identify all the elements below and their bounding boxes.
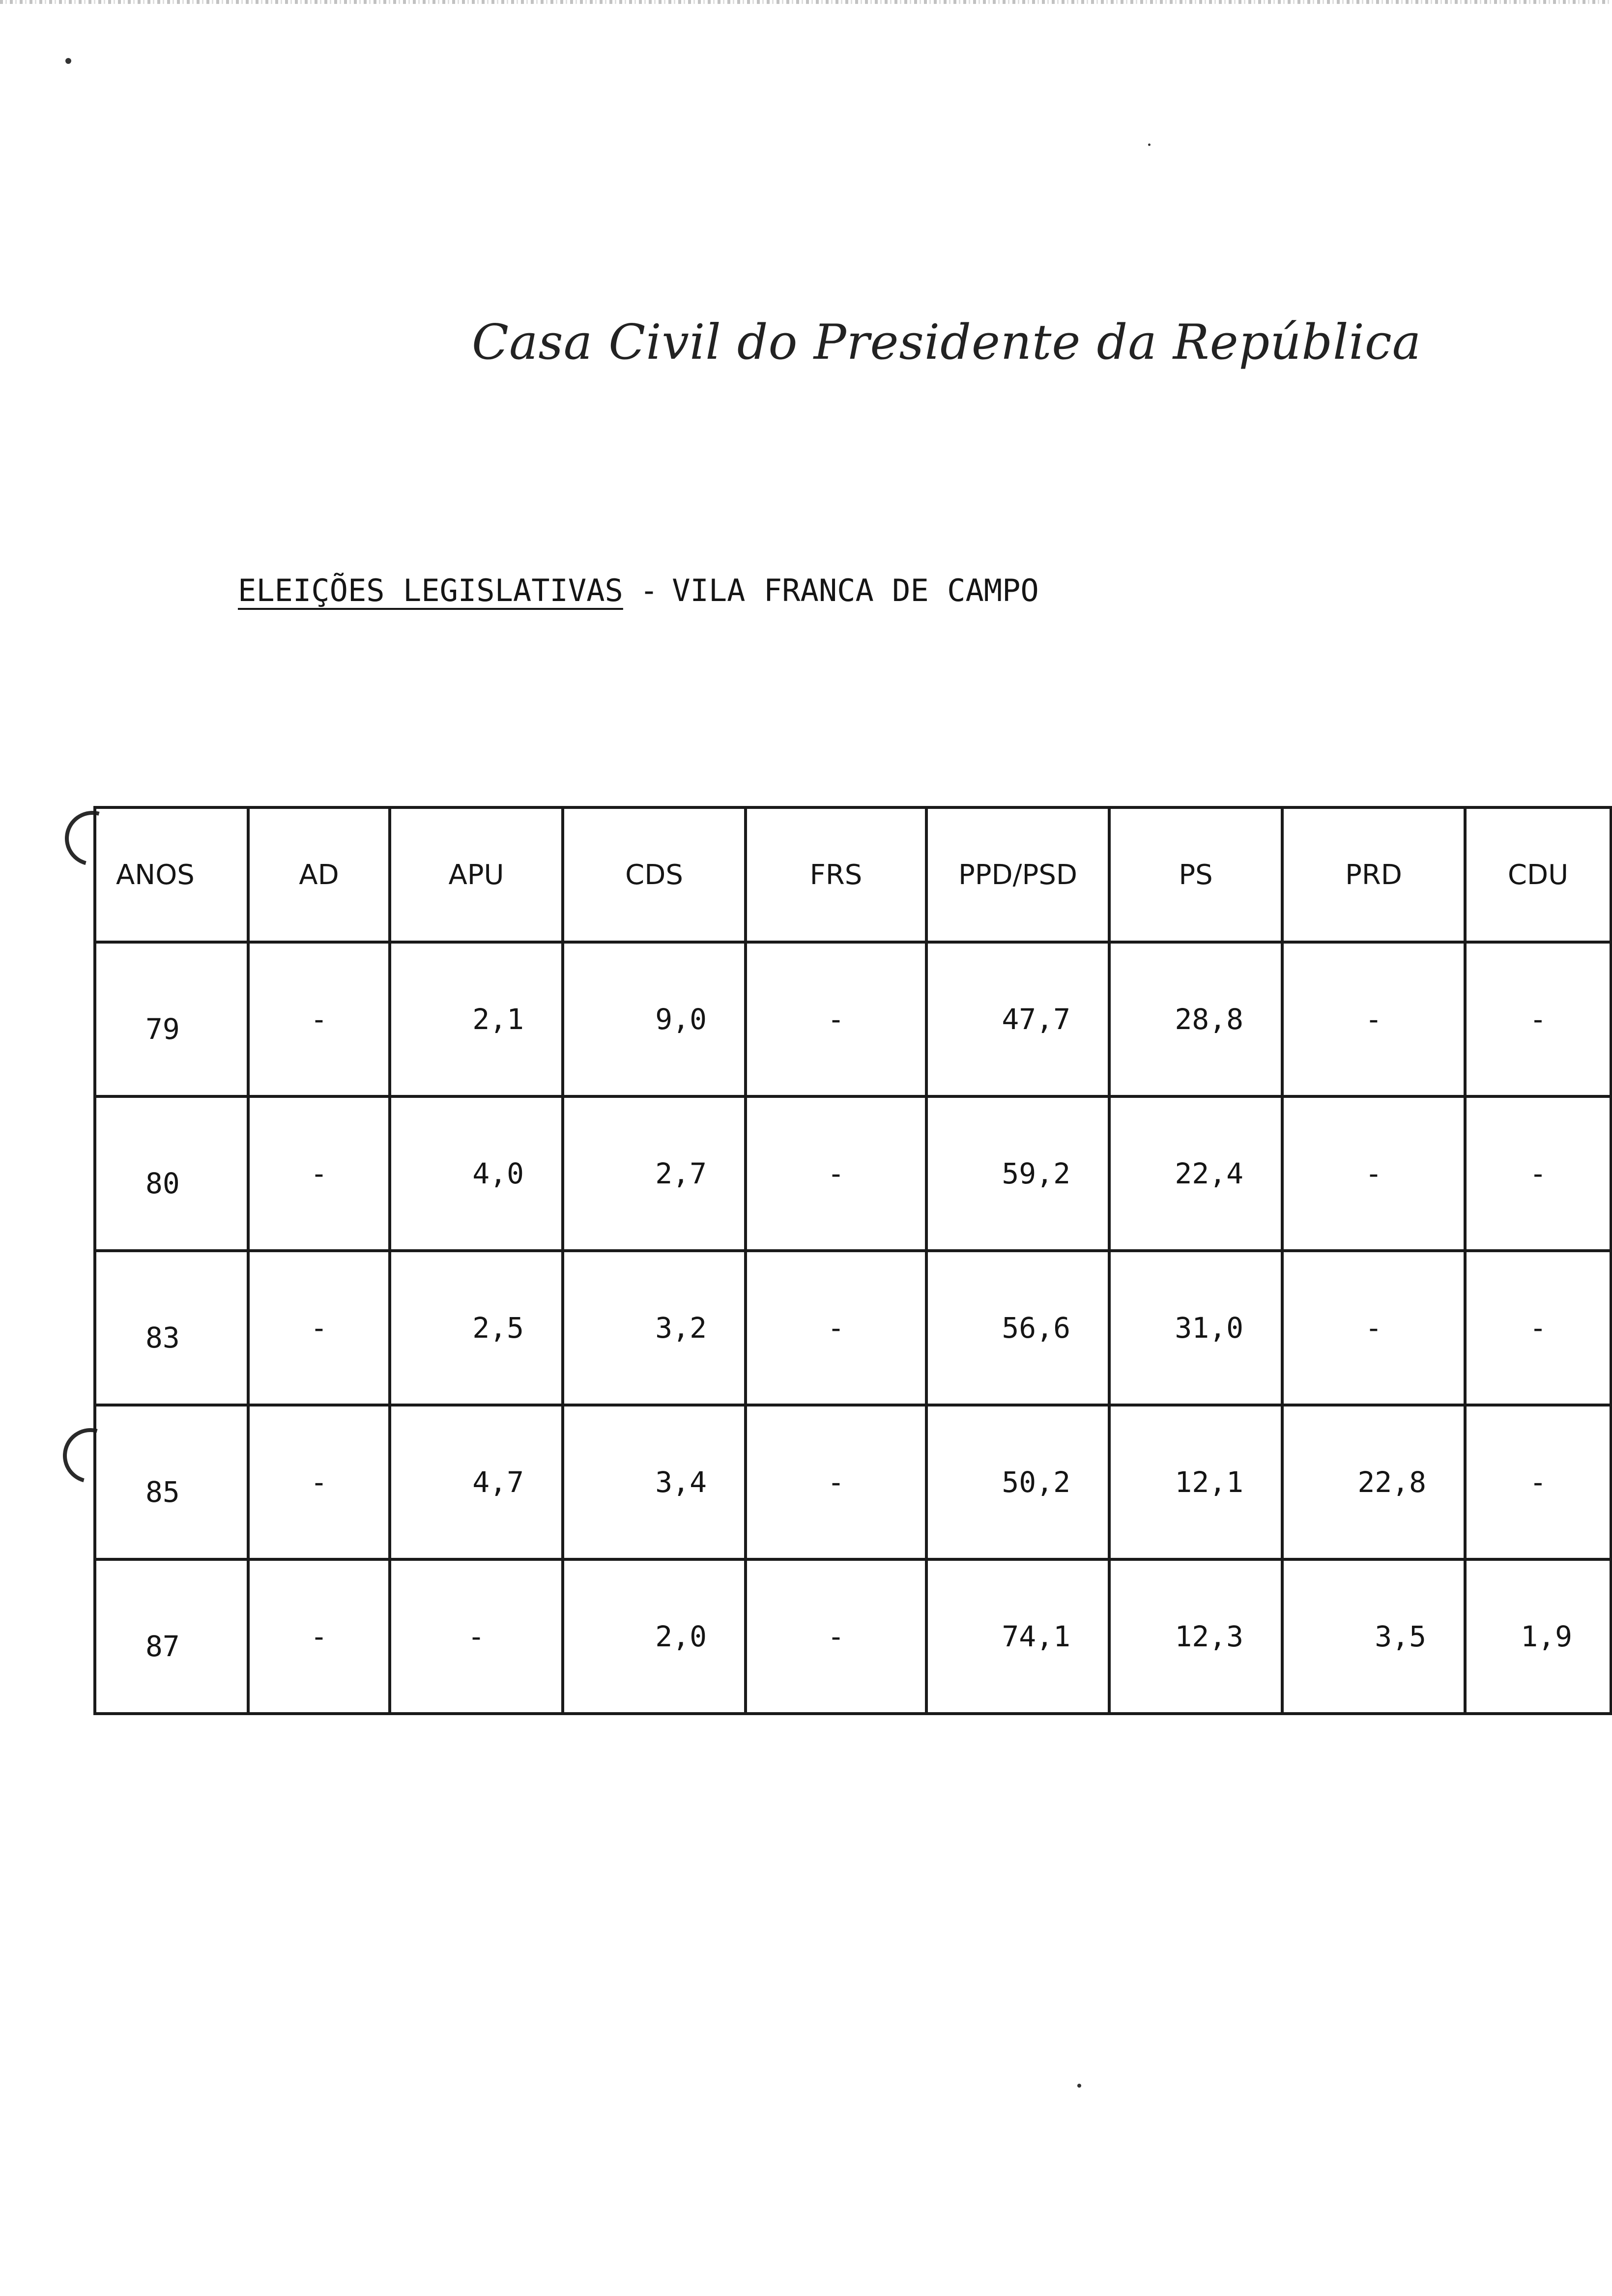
value-cell: - — [746, 1405, 926, 1559]
value-cell: - — [1465, 1405, 1611, 1559]
header-cell: PS — [1109, 807, 1282, 942]
election-results-table — [93, 806, 1612, 1715]
value-cell: - — [746, 942, 926, 1096]
value-cell: 3,2 — [563, 1251, 746, 1405]
header-cell: PRD — [1282, 807, 1465, 942]
header-cell: CDS — [563, 807, 746, 942]
value-cell: 3,4 — [563, 1405, 746, 1559]
value-cell: 3,5 — [1282, 1559, 1465, 1714]
value-cell: 1,9 — [1465, 1559, 1611, 1714]
value-cell: 9,0 — [563, 942, 746, 1096]
header-cell: AD — [248, 807, 390, 942]
header-cell: PPD/PSD — [926, 807, 1109, 942]
table-row — [95, 1251, 1611, 1405]
title-place: VILA FRANCA DE CAMPO — [672, 573, 1039, 608]
scan-speck — [65, 58, 71, 64]
title-separator: - — [639, 573, 659, 608]
value-cell: - — [248, 942, 390, 1096]
value-cell: - — [248, 1405, 390, 1559]
value-cell: - — [248, 1251, 390, 1405]
value-cell: - — [248, 1096, 390, 1251]
table-row — [95, 942, 1611, 1096]
year-cell: 85 — [95, 1405, 248, 1559]
value-cell: 47,7 — [926, 942, 1109, 1096]
value-cell: - — [1282, 1251, 1465, 1405]
value-cell: - — [746, 1096, 926, 1251]
value-cell: - — [248, 1559, 390, 1714]
value-cell: 2,5 — [390, 1251, 563, 1405]
value-cell: 22,8 — [1282, 1405, 1465, 1559]
value-cell: 4,7 — [390, 1405, 563, 1559]
value-cell: 2,0 — [563, 1559, 746, 1714]
value-cell: - — [390, 1559, 563, 1714]
value-cell: 28,8 — [1109, 942, 1282, 1096]
header-cell: APU — [390, 807, 563, 942]
value-cell: 4,0 — [390, 1096, 563, 1251]
value-cell: 22,4 — [1109, 1096, 1282, 1251]
scan-speck — [1077, 2084, 1081, 2088]
value-cell: - — [746, 1251, 926, 1405]
table-row — [95, 1559, 1611, 1714]
year-cell: 87 — [95, 1559, 248, 1714]
value-cell: 59,2 — [926, 1096, 1109, 1251]
header-cell: FRS — [746, 807, 926, 942]
value-cell: 56,6 — [926, 1251, 1109, 1405]
value-cell: 2,1 — [390, 942, 563, 1096]
year-cell: 83 — [95, 1251, 248, 1405]
table-row — [95, 1096, 1611, 1251]
value-cell: - — [1282, 942, 1465, 1096]
value-cell: - — [746, 1559, 926, 1714]
year-cell: 80 — [95, 1096, 248, 1251]
value-cell: - — [1465, 1251, 1611, 1405]
value-cell: - — [1282, 1096, 1465, 1251]
header-cell: ANOS — [95, 807, 248, 942]
header-cell: CDU — [1465, 807, 1611, 942]
value-cell: - — [1465, 1096, 1611, 1251]
value-cell: 2,7 — [563, 1096, 746, 1251]
value-cell: 12,1 — [1109, 1405, 1282, 1559]
value-cell: 74,1 — [926, 1559, 1109, 1714]
value-cell: 50,2 — [926, 1405, 1109, 1559]
scan-speck — [1148, 144, 1151, 146]
table-row — [95, 1405, 1611, 1559]
value-cell: 12,3 — [1109, 1559, 1282, 1714]
header-row — [95, 807, 1611, 942]
value-cell: - — [1465, 942, 1611, 1096]
year-cell: 79 — [95, 942, 248, 1096]
letterhead: Casa Civil do Presidente da República — [472, 315, 1422, 371]
value-cell: 31,0 — [1109, 1251, 1282, 1405]
document-title — [238, 573, 1039, 608]
title-main: ELEIÇÕES LEGISLATIVAS — [238, 573, 623, 608]
scan-top-edge — [0, 0, 1612, 4]
